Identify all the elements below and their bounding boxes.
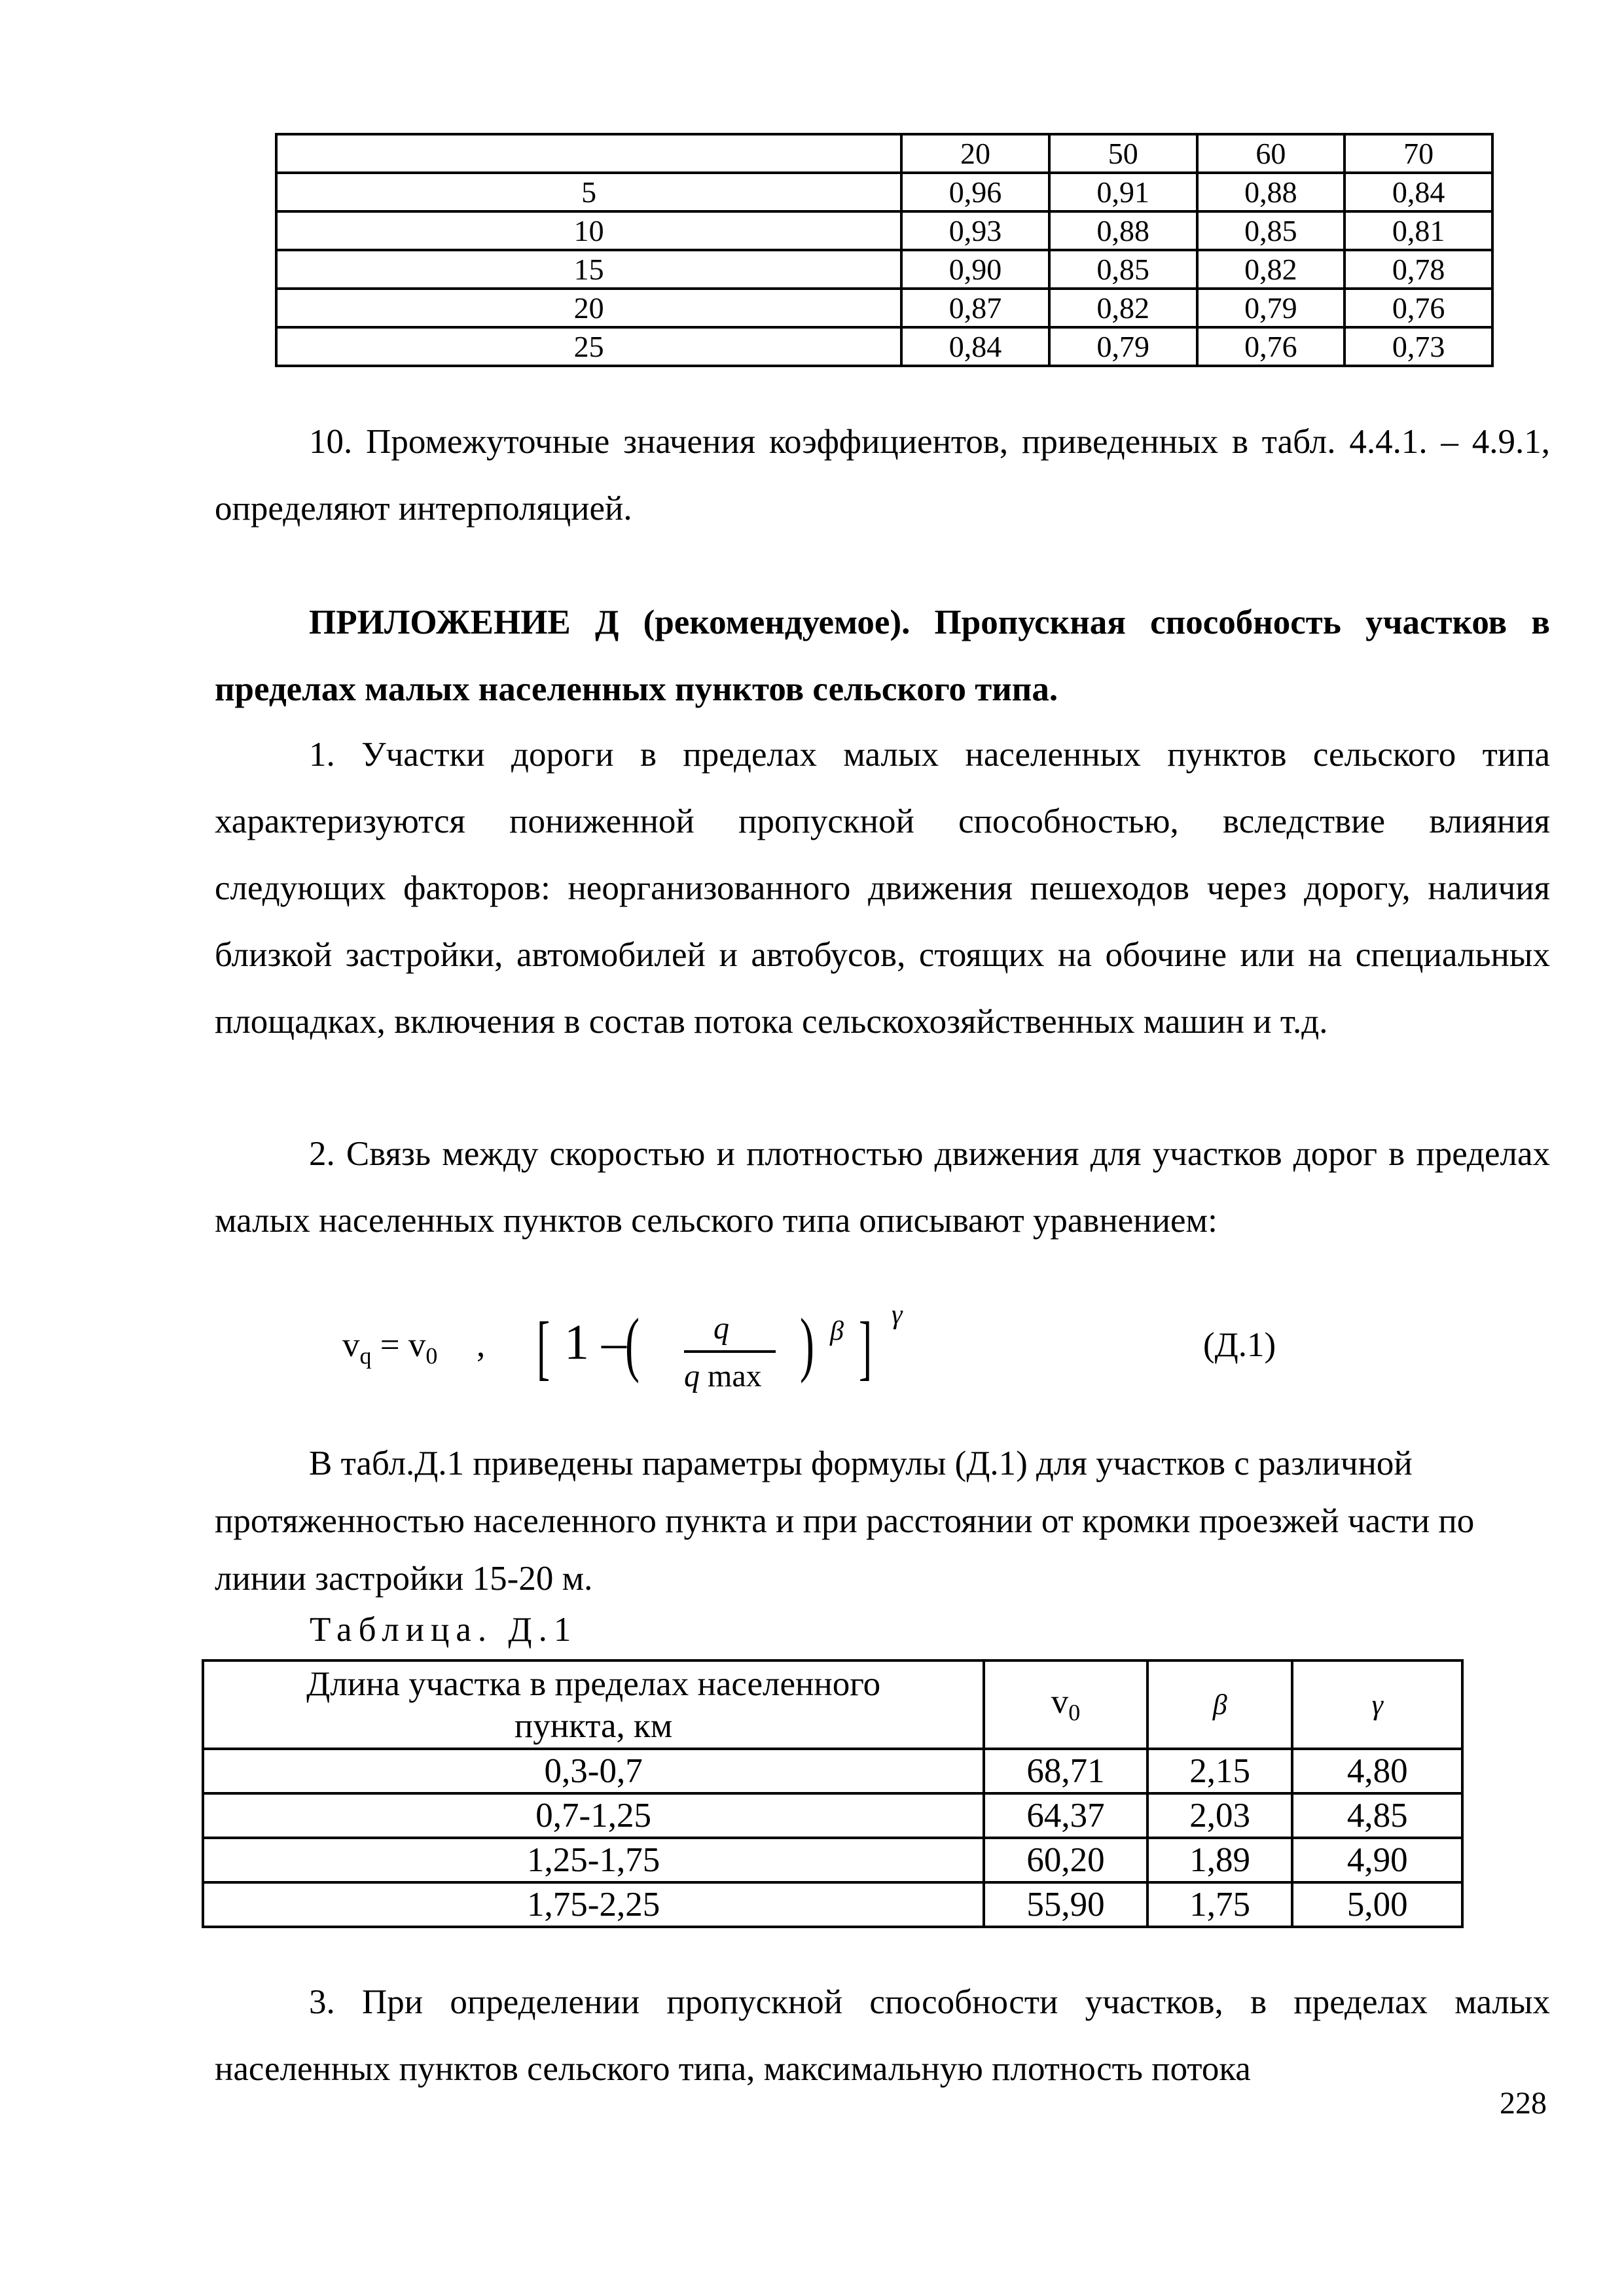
table-row — [276, 173, 1492, 211]
equation-subscript: 0 — [425, 1342, 438, 1369]
left-bracket: [ — [537, 1307, 550, 1387]
table-cell: 0,73 — [1344, 327, 1492, 366]
table-cell: 2,15 — [1147, 1749, 1293, 1793]
equation-lhs — [342, 1325, 437, 1370]
table-cell: 1,25-1,75 — [203, 1838, 984, 1882]
table-cell: 25 — [276, 327, 901, 366]
right-paren: ) — [800, 1304, 814, 1384]
table-cell: 60,20 — [984, 1838, 1147, 1882]
table-row — [276, 250, 1492, 289]
beta-exponent: β — [830, 1316, 844, 1346]
paragraph-3: 3. При определении пропускной способности участков, в пределах малых населенных пунктов сельского типа, максимальную плотность потока — [215, 1983, 1550, 2088]
table-header-cell: γ — [1292, 1660, 1462, 1749]
table-cell: 0,78 — [1344, 250, 1492, 289]
header-label-line: Длина участка в пределах населенного — [306, 1664, 881, 1703]
table-row — [276, 327, 1492, 366]
equation-label: (Д.1) — [1203, 1326, 1276, 1364]
paragraph-1: 1. Участки дороги в пределах малых населенных пунктов сельского типа характеризуются пониженной пропускной способностью, вследствие влияния следующих факторов: неорганизованного движения пешеходов через дорогу, наличия близкой застройки, автомобилей и автобусов, стоящих на обочине или на специальных площадках, включения в состав потока сельскохозяйственных машин и т.д. — [215, 736, 1550, 1041]
table-cell: 2,03 — [1147, 1793, 1293, 1838]
equation-symbol: = v — [371, 1326, 426, 1364]
table-cell — [276, 134, 901, 173]
table-cell: 60 — [1197, 134, 1345, 173]
table-header-cell — [203, 1660, 984, 1749]
table-cell: 5,00 — [1292, 1882, 1462, 1927]
paragraph-table-ref: В табл.Д.1 приведены параметры формулы (Д.1) для участков с различной протяженностью населенного пункта и при расстоянии от кромки проезжей части по линии застройки 15-20 м. — [215, 1444, 1475, 1598]
table-cell: 0,93 — [901, 211, 1049, 250]
table-cell: 4,80 — [1292, 1749, 1462, 1793]
table-cell: 68,71 — [984, 1749, 1147, 1793]
table-header-cell — [984, 1660, 1147, 1749]
table-cell: 55,90 — [984, 1882, 1147, 1927]
table-row — [276, 289, 1492, 327]
right-bracket: ] — [859, 1307, 873, 1387]
paragraph-10: 10. Промежуточные значения коэффициентов, приведенных в табл. 4.4.1. – 4.9.1, определяют интерполяцией. — [215, 423, 1550, 528]
gamma-exponent: γ — [892, 1300, 903, 1330]
table-cell: 5 — [276, 173, 901, 211]
table-cell: 50 — [1049, 134, 1197, 173]
table-row — [276, 211, 1492, 250]
left-paren: ( — [625, 1304, 640, 1384]
table-d1 — [202, 1659, 1464, 1928]
header-label-line: пункта, км — [514, 1706, 673, 1745]
fraction-bar — [684, 1350, 776, 1353]
table-cell: 0,79 — [1049, 327, 1197, 366]
table-cell: 0,84 — [1344, 173, 1492, 211]
table-cell: 0,84 — [901, 327, 1049, 366]
table-cell: 1,75-2,25 — [203, 1882, 984, 1927]
table-cell: 0,81 — [1344, 211, 1492, 250]
table-cell: 0,7-1,25 — [203, 1793, 984, 1838]
table-cell: 0,82 — [1197, 250, 1345, 289]
equation-subscript: q — [359, 1342, 372, 1369]
table-cell: 20 — [901, 134, 1049, 173]
equation-symbol: max — [708, 1359, 762, 1393]
table-cell: 0,85 — [1197, 211, 1345, 250]
table-cell: 0,79 — [1197, 289, 1345, 327]
table-cell: 0,96 — [901, 173, 1049, 211]
header-subscript: 0 — [1068, 1699, 1081, 1726]
header-label: v — [1051, 1683, 1069, 1721]
table-cell: 0,85 — [1049, 250, 1197, 289]
table-cell: 1,75 — [1147, 1882, 1293, 1927]
table-cell: 10 — [276, 211, 901, 250]
table-cell: 15 — [276, 250, 901, 289]
coefficient-table — [275, 133, 1494, 367]
fraction-denominator — [684, 1358, 762, 1394]
table-cell: 0,87 — [901, 289, 1049, 327]
table-cell: 0,76 — [1197, 327, 1345, 366]
table-row — [203, 1882, 1462, 1927]
table-cell: 4,90 — [1292, 1838, 1462, 1882]
table-header-row — [276, 134, 1492, 173]
table-cell: 70 — [1344, 134, 1492, 173]
equation-symbol: q — [684, 1359, 700, 1393]
table-cell: 0,3-0,7 — [203, 1749, 984, 1793]
table-row — [203, 1749, 1462, 1793]
table-caption: Таблица. Д.1 — [310, 1611, 578, 1649]
table-cell: 64,37 — [984, 1793, 1147, 1838]
table-cell: 0,82 — [1049, 289, 1197, 327]
equation-symbol: v — [342, 1326, 360, 1364]
paragraph-2: 2. Связь между скоростью и плотностью движения для участков дорог в пределах малых населенных пунктов сельского типа описывают уравнением: — [215, 1135, 1550, 1240]
fraction-numerator: q — [713, 1311, 729, 1346]
page-number: 228 — [1500, 2086, 1547, 2121]
table-cell: 0,88 — [1197, 173, 1345, 211]
table-cell: 0,90 — [901, 250, 1049, 289]
table-header-cell: β — [1147, 1660, 1293, 1749]
table-cell: 0,88 — [1049, 211, 1197, 250]
table-cell: 1,89 — [1147, 1838, 1293, 1882]
equation-comma: , — [477, 1326, 486, 1364]
table-cell: 0,91 — [1049, 173, 1197, 211]
appendix-title: ПРИЛОЖЕНИЕ Д (рекомендуемое). Пропускная способность участков в пределах малых населенных пунктов сельского типа. — [215, 603, 1550, 708]
table-row — [203, 1838, 1462, 1882]
table-cell: 0,76 — [1344, 289, 1492, 327]
table-cell: 20 — [276, 289, 901, 327]
table-cell: 4,85 — [1292, 1793, 1462, 1838]
table-row — [203, 1793, 1462, 1838]
table-header-row — [203, 1660, 1462, 1749]
equation-one-minus: 1 – — [564, 1315, 626, 1370]
